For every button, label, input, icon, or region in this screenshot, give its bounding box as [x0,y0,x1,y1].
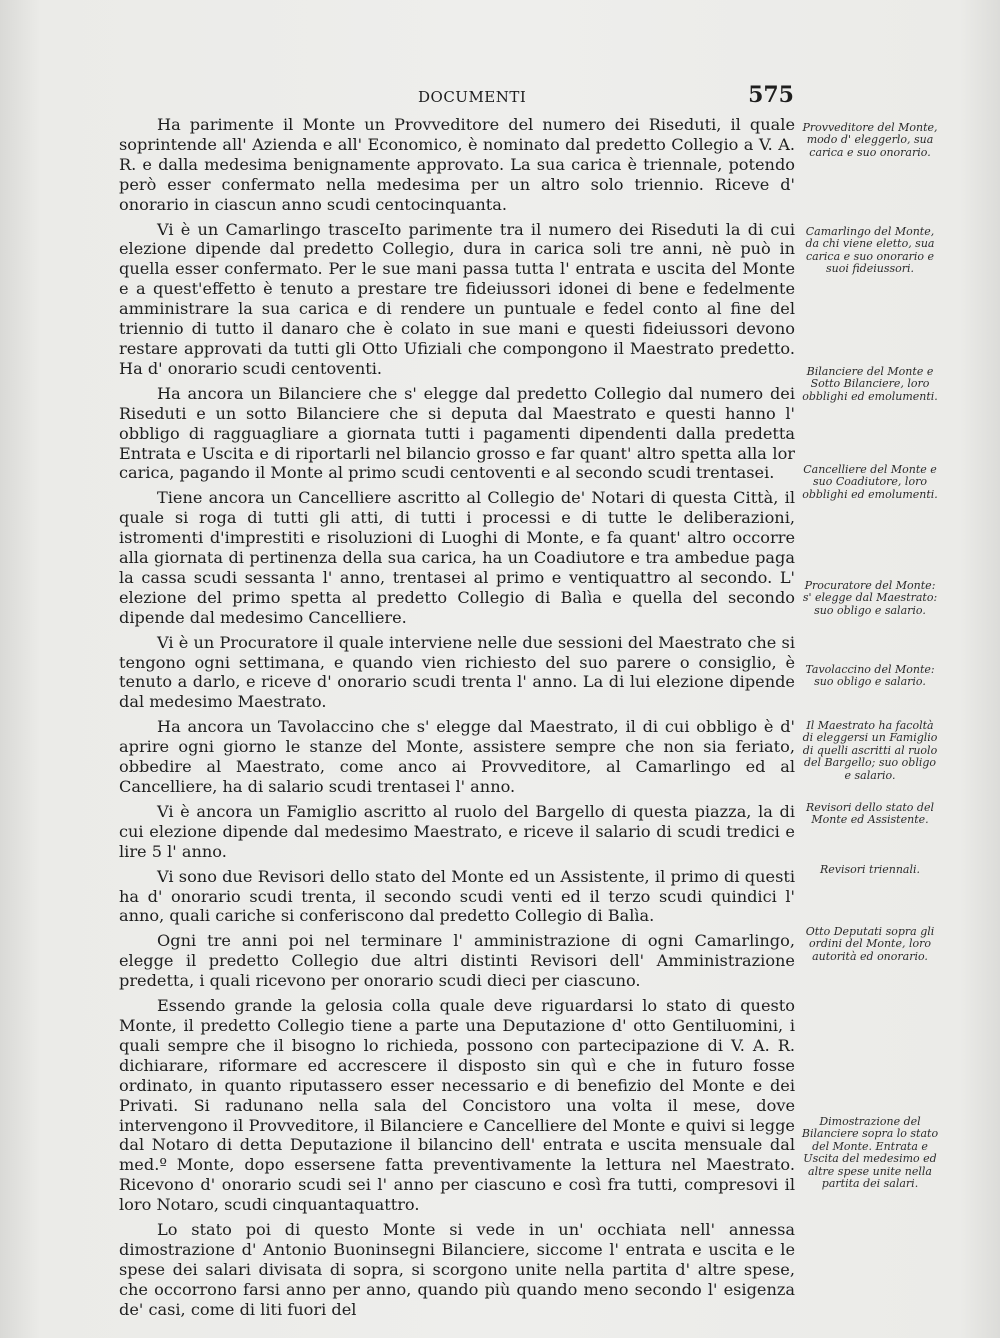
paragraph-bilanciere: Ha ancora un Bilanciere che s' elegge dal predetto Collegio dal numero dei Riseduti e un sotto Bilanciere che si deputa dal Maestrato e questi hanno l' obbligo di ragguagliare a giornata tutti i pagamenti dipendenti dalla predetta Entrata e Uscita e di riportarli nel bilancio grosso e far quant' altro spetta alla lor carica, pagando il Monte al primo scudi centoventi e al secondo scudi trentasei. [119,383,795,483]
paragraph-procuratore: Vi è un Procuratore il quale interviene nelle due sessioni del Maestrato che si tengono ogni settimana, e quando vien richiesto del suo parere o consiglio, è tenuto a darlo, e riceve d' onorario scudi trenta l' anno. La di lui elezione dipende dal medesimo Maestrato. [119,632,795,712]
paragraph-deputazione: Essendo grande la gelosia colla quale deve riguardarsi lo stato di questo Monte, il predetto Collegio tiene a parte una Deputazione d' otto Gentiluomini, i quali sempre che il bisogno lo richieda, possono con partecipazione di V. A. R. dichiarare, riformare ed accrescere il disposto sin quì e che in futuro fosse ordinato, in quanto riputassero esser necessario e di benefizio del Monte e dei Privati. Si radunano nella sala del Concistoro una volta il mese, dove intervengono il Provveditore, il Bilanciere e Cancelliere del Monte e quivi si legge dal Notaro di detta Deputazione il bilancino dell' entrata e uscita mensuale dal med.º Monte, dopo essersene fatta preventivamente la lettura nel Maestrato. Ricevono d' onorario scudi sei l' anno per ciascuno e così fra tutti, compresovi il loro Notaro, scudi cinquantaquattro. [119,996,795,1215]
side-note-dimostrazione: Dimostrazione del Bilanciere sopra lo stato del Monte. Entrata e Uscita del medesimo ed altre spese unite nella partita dei salari. [801,1115,939,1191]
paragraph-tavolaccino: Ha ancora un Tavolaccino che s' elegge dal Maestrato, il di cui obbligo è d' aprire ogni giorno le stanze del Monte, assistere sempre che non sia feriato, obbedire al Maestrato, come anco ai Provveditore, al Camarlingo ed al Cancelliere, ha di salario scudi trentasei l' anno. [119,717,795,796]
side-note-camarlingo: Camarlingo del Monte, da chi viene eletto, sua carica e suo onorario e suoi fideiussori. [805,225,935,276]
side-note-cancelliere: Cancelliere del Monte e suo Coadiutore, loro obblighi ed emolumenti. [802,463,938,501]
page-number: 575 [748,82,794,108]
paragraph-provveditore: Ha parimente il Monte un Provveditore del numero dei Riseduti, il quale soprintende all' Azienda e all' Economico, è nominato dal predetto Collegio a V. A. R. e dalla medesima benignamente approvato. La sua carica è triennale, potendo però esser confermato nella medesima per un altro solo triennio. Riceve d' onorario in ciascun anno scudi centocinquanta. [119,115,795,214]
main-text [119,115,795,1325]
paragraph-stato-monte: Lo stato poi di questo Monte si vede in un' occhiata nell' annessa dimostrazione d' Antonio Buoninsegni Bilanciere, siccome l' entrata e uscita e le spese dei salari divisata di sopra, si scorgono unite nella partita d' altre spese, che occorrono farsi anno per anno, quando più quando meno secondo l' esigenza de' casi, come di liti fuori del [119,1220,795,1319]
side-note-famiglio: Il Maestrato ha facoltà di eleggersi un Famiglio di quelli ascritti al ruolo del Bargello; suo obligo e salario. [802,719,938,782]
paragraph-cancelliere: Tiene ancora un Cancelliere ascritto al Collegio de' Notari di questa Città, il quale si roga di tutti gli atti, di tutti i processi e di tutte le deliberazioni, istromenti d'imprestiti e risoluzioni di Luoghi di Monte, e fa quant' altro occorre alla giornata di pertinenza della sua carica, ha un Coadiutore e tra ambedue paga la cassa scudi sessanta l' anno, trentasei al primo e ventiquattro al secondo. L' elezione del primo spetta al predetto Collegio di Balìa e quella del secondo dipende dal medesimo Cancelliere. [119,488,795,627]
side-note-revisori: Revisori dello stato del Monte ed Assistente. [805,801,934,827]
paragraph-camarlingo: Vi è un Camarlingo trasceIto parimente tra il numero dei Riseduti la di cui elezione dipende dal predetto Collegio, dura in carica soli tre anni, nè può in quella esser confermato. Per le sue mani passa tutta l' entrata e uscita del Monte e a quest'effetto è tenuto a prestare tre fideiussori idonei di bene e fedelmente amministrare la sua carica e di rendere un puntuale e fedel conto al fine del triennio di tutto il danaro che è colato in sue mani e questi fideiussori devono restare approvati da tutti gli Otto Ufiziali che compongono il Maestrato predetto. Ha d' onorario scudi centoventi. [119,219,795,378]
paragraph-famiglio: Vi è ancora un Famiglio ascritto al ruolo del Bargello di questa piazza, la di cui elezione dipende dal medesimo Maestrato, e riceve il salario di scudi tredici e lire 5 l' anno. [119,801,795,861]
side-note-procuratore: Procuratore del Monte: s' elegge dal Maestrato: suo obligo e salario. [802,579,938,617]
side-note-revisori-triennali: Revisori triennali. [819,863,921,876]
side-note-provveditore: Provveditore del Monte, modo d' eleggerlo, sua carica e suo onorario. [802,121,938,159]
side-note-deputati: Otto Deputati sopra gli ordini del Monte, loro autorità ed onorario. [805,925,935,963]
side-note-tavolaccino: Tavolaccino del Monte: suo obligo e salario. [805,663,935,689]
paragraph-revisori-triennali: Ogni tre anni poi nel terminare l' amministrazione di ogni Camarlingo, elegge il predetto Collegio due altri distinti Revisori dell' Amministrazione predetta, i quali ricevono per onorario scudi dieci per ciascuno. [119,931,795,991]
side-note-bilanciere: Bilanciere del Monte e Sotto Bilanciere, loro obblighi ed emolumenti. [802,365,938,403]
page-header [120,84,800,114]
paragraph-revisori: Vi sono due Revisori dello stato del Monte ed un Assistente, il primo di questi ha d' onorario scudi trenta, il secondo scudi venti ed il terzo scudi quindici l' anno, quali cariche si conferiscono dal predetto Collegio di Balìa. [119,866,795,926]
running-head: DOCUMENTI [418,88,527,106]
